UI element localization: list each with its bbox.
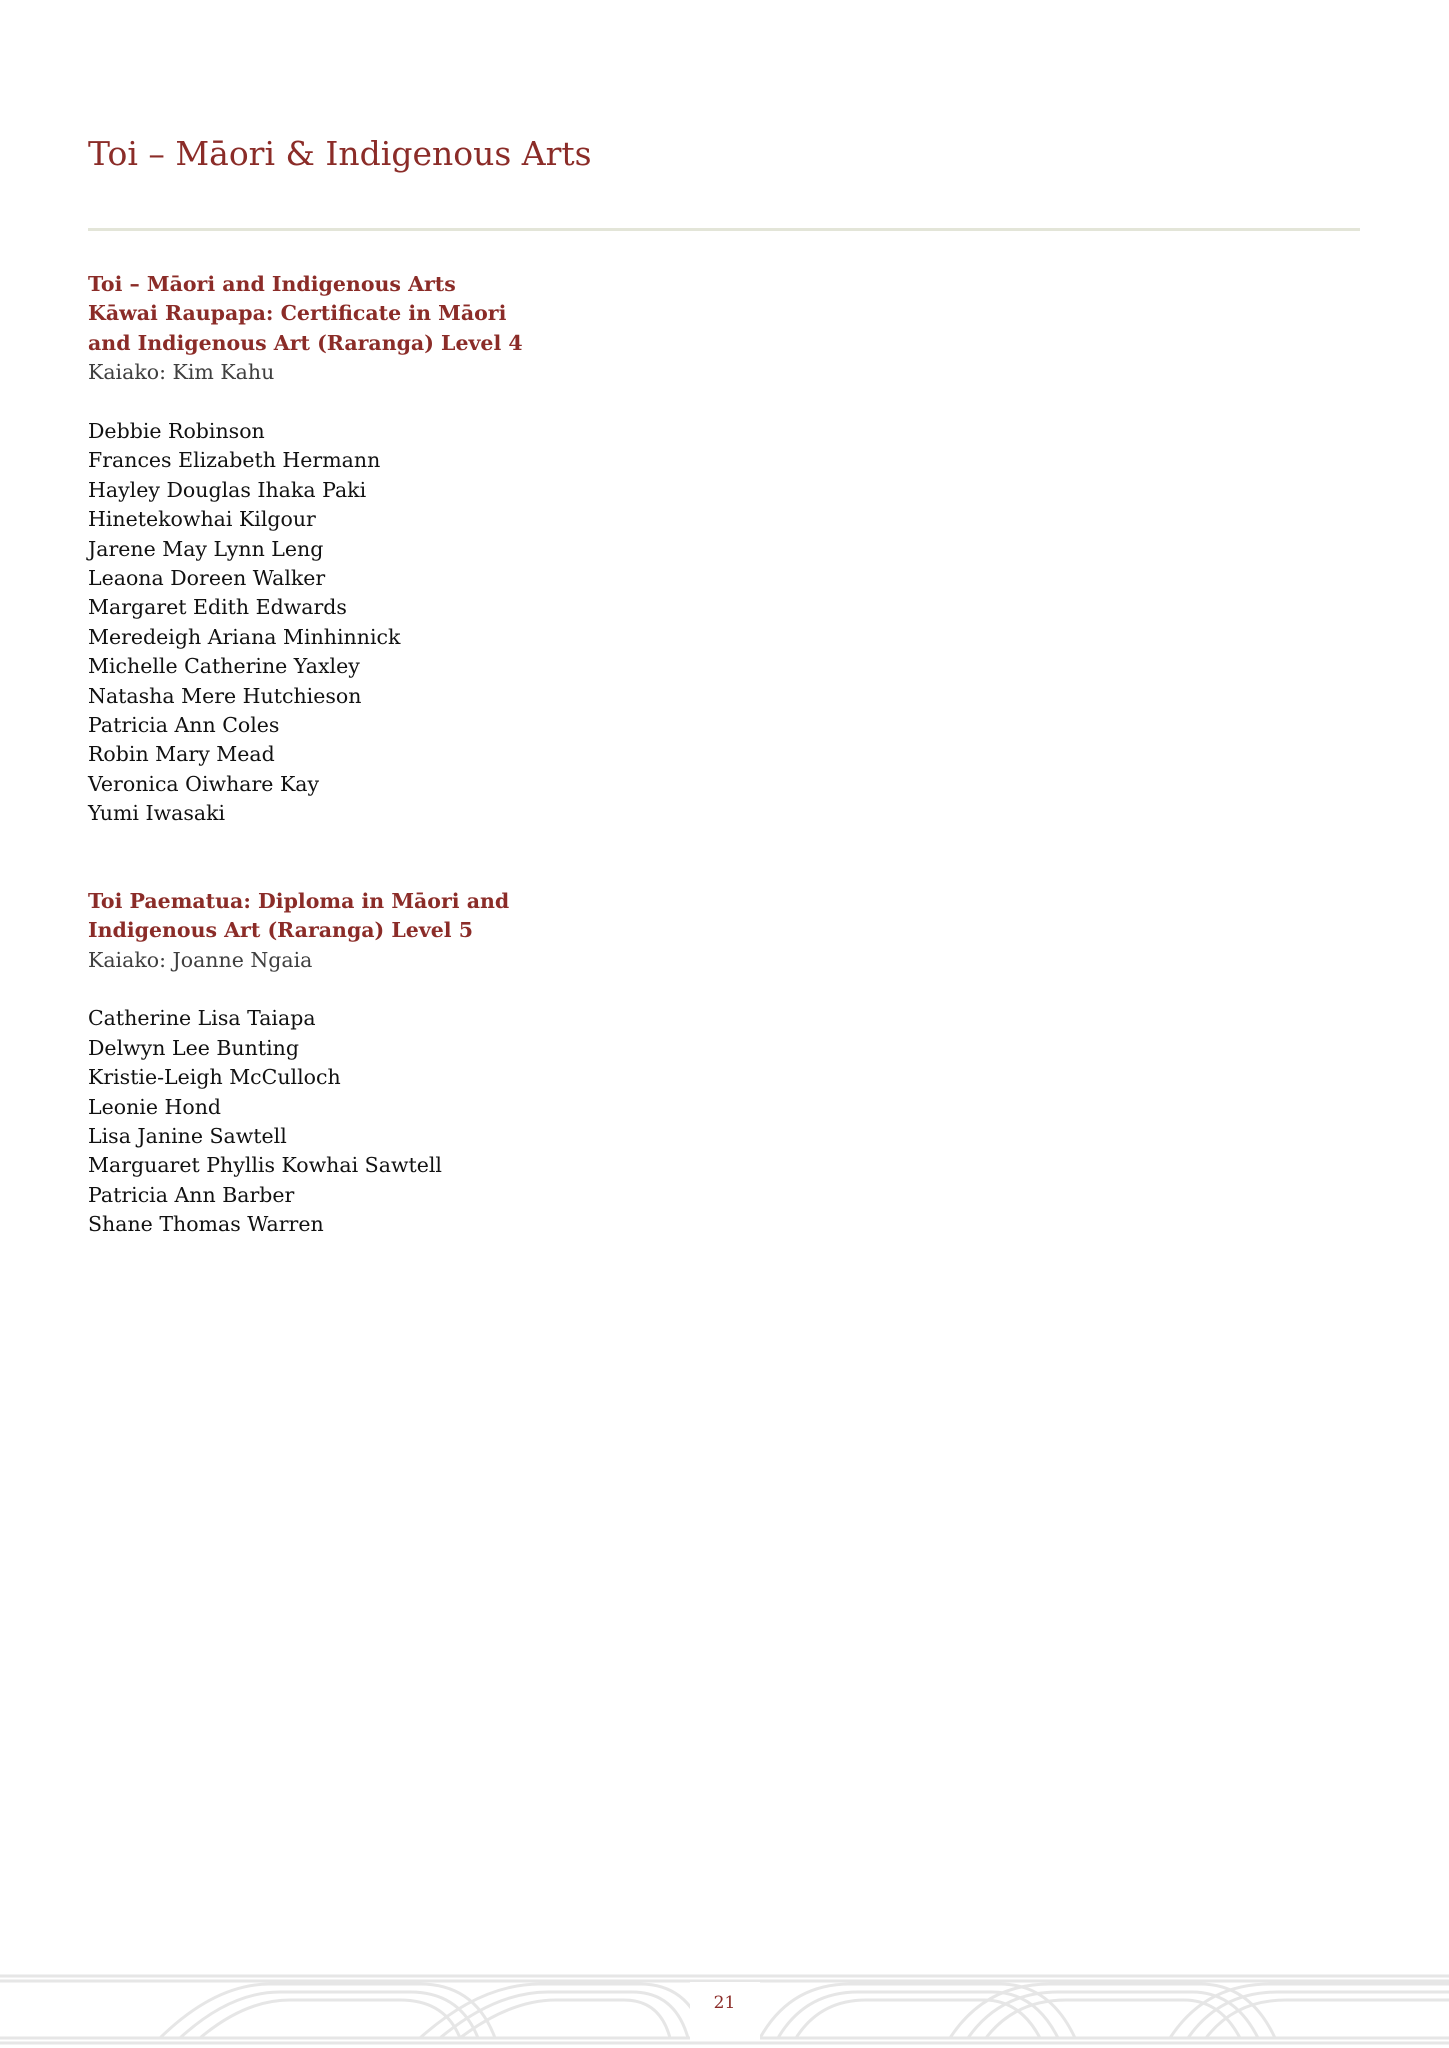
page-title: Toi – Māori & Indigenous Arts xyxy=(88,134,592,173)
list-item: Kristie-Leigh McCulloch xyxy=(88,1065,341,1090)
page-number: 21 xyxy=(713,1993,736,2013)
certificate-section xyxy=(88,270,708,829)
list-item: Shane Thomas Warren xyxy=(88,1212,324,1237)
section-heading-line: and Indigenous Art (Raranga) Level 4 xyxy=(88,330,523,355)
list-item: Hinetekowhai Kilgour xyxy=(88,507,316,532)
list-item: Marguaret Phyllis Kowhai Sawtell xyxy=(88,1153,442,1178)
list-item: Jarene May Lynn Leng xyxy=(88,536,324,561)
list-item: Veronica Oiwhare Kay xyxy=(88,771,320,796)
tutor-name: Kaiako: Kim Kahu xyxy=(88,360,275,385)
section-heading-line: Kāwai Raupapa: Certificate in Māori xyxy=(88,301,507,326)
section-heading-line: Indigenous Art (Raranga) Level 5 xyxy=(88,918,473,943)
list-item: Yumi Iwasaki xyxy=(88,801,226,826)
list-item: Leaona Doreen Walker xyxy=(88,566,326,591)
list-item: Margaret Edith Edwards xyxy=(88,595,347,620)
list-item: Robin Mary Mead xyxy=(88,742,275,767)
graduate-list xyxy=(88,1004,708,1239)
list-item: Leonie Hond xyxy=(88,1094,222,1119)
list-item: Patricia Ann Barber xyxy=(88,1182,295,1207)
list-item: Catherine Lisa Taiapa xyxy=(88,1006,316,1031)
diploma-section xyxy=(88,887,708,1240)
list-item: Natasha Mere Hutchieson xyxy=(88,683,362,708)
list-item: Lisa Janine Sawtell xyxy=(88,1123,287,1148)
page-content xyxy=(88,270,708,1240)
list-item: Frances Elizabeth Hermann xyxy=(88,448,381,473)
section-heading xyxy=(88,887,708,946)
tutor-name: Kaiako: Joanne Ngaia xyxy=(88,947,313,972)
section-heading-line: Toi Paematua: Diploma in Māori and xyxy=(88,888,510,913)
list-item: Patricia Ann Coles xyxy=(88,713,280,738)
title-divider xyxy=(88,228,1360,231)
graduate-list xyxy=(88,417,708,829)
section-heading xyxy=(88,270,708,358)
section-heading-line: Toi – Māori and Indigenous Arts xyxy=(88,272,456,296)
list-item: Meredeigh Ariana Minhinnick xyxy=(88,624,401,649)
list-item: Hayley Douglas Ihaka Paki xyxy=(88,477,367,502)
list-item: Michelle Catherine Yaxley xyxy=(88,654,360,679)
list-item: Debbie Robinson xyxy=(88,419,265,444)
list-item: Delwyn Lee Bunting xyxy=(88,1035,299,1060)
